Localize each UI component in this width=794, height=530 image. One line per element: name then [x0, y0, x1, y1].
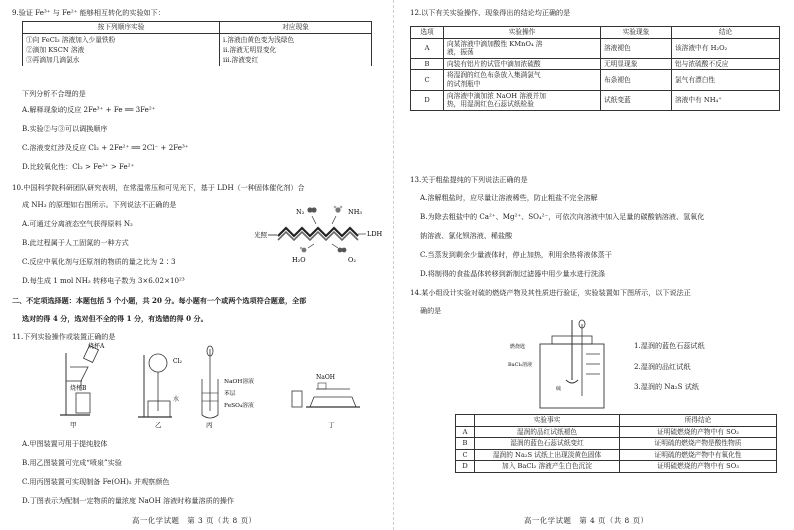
- table-row: A 湿润的品红试纸褪色 证明硫燃烧的产物中有 SO₂: [456, 426, 777, 438]
- cell-line: 向溶液中滴加浓 NaOH 溶液并加: [447, 91, 546, 100]
- q12-table: [410, 26, 780, 111]
- q13-option-c: C.当蒸发到剩余少量液体时，停止加热，利用余热将液体蒸干: [420, 250, 612, 259]
- cell-line: 向某溶液中滴加酸性 KMnO₄ 溶: [447, 39, 543, 48]
- nh3-label: NH₃: [348, 208, 362, 216]
- figure-ding-balance: [292, 374, 360, 429]
- q9-header-2: 对应现象: [220, 22, 372, 34]
- cell-line: 的试剂瓶中: [447, 79, 481, 88]
- q13-stem: 13.关于粗盐提纯的下列说法正确的是: [410, 175, 528, 184]
- water-label: 水: [173, 396, 180, 403]
- figure-jia-label: 甲: [70, 421, 77, 429]
- table-row: B 湿润的蓝色石蕊试纸变红 证明硫的燃烧产物是酸性物质: [456, 438, 777, 450]
- q9-option-a: A.解释现象ⅰ的反应 2Fe³⁺ + Fe ══ 3Fe²⁺: [22, 105, 156, 114]
- beaker-a-label: 烧杯A: [88, 343, 105, 350]
- q10-option-a: A.可通过分离液态空气获得原料 N₂: [22, 219, 133, 228]
- cell-line: 将湿润的红色布条放入集满氯气: [447, 71, 541, 80]
- q12-header-option: 选项: [411, 27, 444, 39]
- q12-header-conclusion: 结论: [672, 27, 780, 39]
- table-row: D 加入 BaCl₂ 溶液产生白色沉淀 证明硫燃烧的产物中有 SO₃: [456, 461, 777, 473]
- section-2-line-2: 选对的得 4 分，选对但不全的得 1 分，有选错的得 0 分。: [22, 314, 208, 323]
- section-2-line-1: 二、不定项选择题：本题包括 5 个小题，共 20 分。每小题有一个或两个选项符合题意，全部: [12, 296, 307, 305]
- cl2-label: Cl₂: [173, 358, 182, 365]
- cell-line: 热，用湿润红色石蕊试纸检验: [447, 100, 534, 109]
- q9-obs-3: ⅲ.溶液变红: [223, 55, 259, 64]
- left-page-footer: 高一化学试题 第 3 页（共 8 页）: [132, 516, 257, 525]
- cell-line: 向装有铝片的试管中滴加浓硫酸: [447, 59, 541, 68]
- table-row: C 湿润的 Na₂S 试纸上出现淡黄色固体 证明硫的燃烧产物中有氧化性: [456, 449, 777, 461]
- q11-stem: 11.下列实验操作或装置正确的是: [12, 332, 116, 341]
- q14-item-1: 1.湿润的蓝色石蕊试纸: [634, 341, 705, 350]
- feso4-label: FeSO₄溶液: [224, 403, 254, 409]
- q14-stem-1: 14.某小组设计实验对硫的燃烧产物及其性质进行验证，实验装置如下图所示，以下说法正: [410, 288, 691, 297]
- q9-step-1: ①向 FeCl₃ 溶液加入少量铁粉: [26, 35, 116, 44]
- table-row: C 将湿润的红色布条放入集满氯气 的试剂瓶中 布条褪色 氯气有漂白性: [411, 70, 780, 90]
- figure-ding-label: 丁: [328, 421, 335, 429]
- ldh-diagram: [256, 200, 386, 270]
- q9-option-c: C.溶液变红涉及反应 Cl₂ + 2Fe²⁺ ══ 2Cl⁻ + 2Fe³⁺: [22, 143, 189, 152]
- right-page: [400, 0, 794, 530]
- right-page-footer: 高一化学试题 第 4 页（共 8 页）: [524, 516, 649, 525]
- naoh-solution-label: NaOH溶液: [224, 379, 254, 385]
- figure-bing-label: 丙: [206, 421, 213, 429]
- q14-header-fact: 实验事实: [475, 415, 620, 427]
- q14-apparatus: [508, 320, 626, 412]
- sulfur-label: 硫: [556, 386, 562, 392]
- n2-label: N₂: [296, 208, 305, 216]
- molecule-icons: [300, 206, 347, 253]
- q11-option-d: D.丁图表示为配制一定物质的量浓度 NaOH 溶液时称量溶质的操作: [22, 496, 234, 505]
- q9-table: [22, 21, 372, 66]
- q14-table: [455, 414, 777, 473]
- ldh-label: LDH: [367, 230, 383, 238]
- figure-yi-fountain: [138, 354, 183, 429]
- oil-layer-label: 苯层: [224, 391, 236, 397]
- q9-stem: 9.验证 Fe³⁺ 与 Fe²⁺ 能够相互转化的实验如下：: [12, 8, 165, 17]
- q14-header-conclusion: 所得结论: [620, 415, 777, 427]
- q10-option-c: C.反应中氧化剂与还原剂的物质的量之比为 2∶3: [22, 257, 176, 266]
- q14-item-3: 3.湿润的 Na₂S 试纸: [634, 382, 699, 391]
- q9-step-2: ②滴加 KSCN 溶液: [26, 45, 85, 54]
- q11-option-a: A.甲图装置可用于提纯胶体: [22, 439, 108, 448]
- q9-obs-1: ⅰ.溶液由黄色变为浅绿色: [223, 35, 295, 44]
- q11-apparatus: [60, 345, 380, 430]
- q10-stem-1: 10.中国科学院科研团队研究表明，在常温常压和可见光下，基于 LDH（一种固体催化剂）合: [12, 183, 305, 192]
- q13-option-a: A.溶解粗盐时，应尽量让溶液稀些，防止粗盐不完全溶解: [420, 193, 598, 202]
- table-row: D 向溶液中滴加浓 NaOH 溶液并加 热，用湿润红色石蕊试纸检验 试纸变蓝 溶液中有 NH₄⁺: [411, 90, 780, 110]
- q9-option-d: D.比较氧化性：Cl₂ > Fe³⁺ > Fe²⁺: [22, 162, 135, 171]
- figure-jia-filter: [60, 342, 105, 429]
- beaker-b-label: 烧杯B: [70, 385, 87, 392]
- naoh-solid-label: NaOH: [316, 374, 335, 381]
- table-row: B 向装有铝片的试管中滴加浓硫酸 无明显现象 铝与浓硫酸不反应: [411, 58, 780, 70]
- q12-header-phenomenon: 实验现象: [601, 27, 672, 39]
- q11-option-b: B.用乙图装置可完成“喷泉”实验: [22, 458, 122, 467]
- q9-obs-2: ⅱ.溶液无明显变化: [223, 45, 277, 54]
- q10-option-b: B.此过程属于人工固氮的一种方式: [22, 238, 129, 247]
- spoon-label: 燃烧匙: [510, 344, 526, 350]
- figure-bing-test-tube: [202, 346, 254, 429]
- q9-lead: 下列分析不合理的是: [22, 89, 86, 98]
- q14-stem-2: 确的是: [420, 306, 442, 315]
- q12-stem: 12.以下有关实验操作、现象得出的结论均正确的是: [410, 8, 571, 17]
- q13-option-b: B.为除去粗盐中的 Ca²⁺、Mg²⁺、SO₄²⁻，可依次向溶液中加入足量的碳酸钠溶液、氢氧化: [420, 212, 705, 221]
- q11-option-c: C.用丙图装置可实现制备 Fe(OH)₂ 并观察颜色: [22, 477, 170, 486]
- q9-step-3: ③再滴加几滴氯水: [26, 55, 80, 64]
- o2-label: O₂: [348, 256, 356, 264]
- bacl2-label: BaCl₂溶液: [508, 362, 533, 368]
- figure-yi-label: 乙: [155, 421, 162, 429]
- q9-header-1: 按下列顺序实验: [23, 22, 220, 34]
- table-row: A 向某溶液中滴加酸性 KMnO₄ 溶 液，振荡 溶液褪色 该溶液中有 H₂O₂: [411, 38, 780, 58]
- q12-header-operation: 实验操作: [444, 27, 601, 39]
- q10-stem-2: 成 NH₃ 的原理如右图所示。下列说法不正确的是: [22, 200, 177, 209]
- q14-item-2: 2.湿润的品红试纸: [634, 362, 691, 371]
- q9-option-b: B.实验②与③可以调换顺序: [22, 124, 108, 133]
- q13-option-b-cont: 钠溶液、氯化钡溶液、稀盐酸: [420, 231, 513, 240]
- q13-option-d: D.将制得的食盐晶体转移到新制过滤器中用少量水进行洗涤: [420, 269, 606, 278]
- cell-line: 液，振荡: [447, 48, 474, 57]
- q10-option-d: D.每生成 1 mol NH₃ 转移电子数为 3×6.02×10²³: [22, 276, 185, 285]
- light-label: 光照: [254, 231, 267, 239]
- h2o-label: H₂O: [292, 256, 306, 264]
